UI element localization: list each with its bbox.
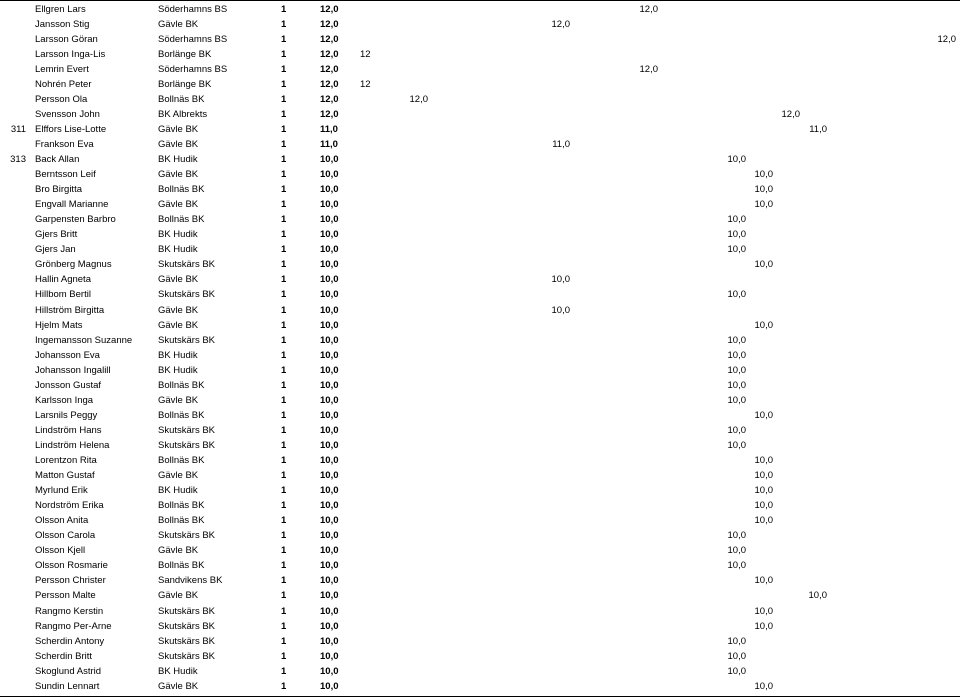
- total-cell: 10,0: [320, 304, 339, 316]
- player-name-cell: Larsson Inga-Lis: [35, 48, 106, 60]
- total-cell: 10,0: [320, 680, 339, 692]
- round-score-cell: 10,0: [754, 605, 773, 617]
- round-score-cell: 10,0: [727, 530, 746, 542]
- round-score-cell: 10,0: [727, 349, 746, 361]
- count-cell: 1: [281, 334, 287, 346]
- player-name-cell: Svensson John: [35, 108, 100, 120]
- club-cell: Skutskärs BK: [158, 424, 216, 436]
- total-cell: 12,0: [320, 33, 339, 45]
- player-name-cell: Sundin Lennart: [35, 680, 100, 692]
- count-cell: 1: [281, 349, 287, 361]
- table-row: [0, 483, 960, 498]
- round-score-cell: 12,0: [639, 63, 658, 75]
- table-row: [0, 167, 960, 182]
- bottom-rule: [0, 696, 960, 697]
- total-cell: 10,0: [320, 470, 339, 482]
- count-cell: 1: [281, 319, 287, 331]
- table-row: [0, 92, 960, 107]
- total-cell: 10,0: [320, 379, 339, 391]
- player-name-cell: Gjers Britt: [35, 229, 78, 241]
- player-name-cell: Scherdin Antony: [35, 635, 105, 647]
- club-cell: Gävle BK: [158, 545, 199, 557]
- table-row: [0, 287, 960, 302]
- player-name-cell: Frankson Eva: [35, 138, 94, 150]
- player-name-cell: Garpensten Barbro: [35, 214, 116, 226]
- round-score-cell: 10,0: [727, 379, 746, 391]
- total-cell: 10,0: [320, 364, 339, 376]
- club-cell: Söderhamns BS: [158, 63, 228, 75]
- count-cell: 1: [281, 455, 287, 466]
- player-name-cell: Olsson Carola: [35, 530, 96, 542]
- player-name-cell: Johansson Eva: [35, 349, 100, 361]
- table-row: [0, 438, 960, 453]
- count-cell: 1: [281, 138, 287, 150]
- player-name-cell: Nohrén Peter: [35, 78, 92, 90]
- club-cell: Skutskärs BK: [158, 620, 216, 632]
- table-row: [0, 212, 960, 227]
- table-row: [0, 152, 960, 167]
- club-cell: Gävle BK: [158, 590, 199, 602]
- count-cell: 1: [281, 48, 287, 60]
- round-score-cell: 10,0: [754, 184, 773, 196]
- total-cell: 10,0: [320, 169, 339, 181]
- total-cell: 10,0: [320, 409, 339, 421]
- player-name-cell: Engvall Marianne: [35, 199, 109, 211]
- total-cell: 10,0: [320, 394, 339, 406]
- round-score-cell: 11,0: [552, 138, 570, 150]
- club-cell: Gävle BK: [158, 304, 199, 316]
- player-name-cell: Grönberg Magnus: [35, 259, 112, 271]
- total-cell: 10,0: [320, 650, 339, 662]
- round-score-cell: 10,0: [754, 620, 773, 632]
- count-cell: 1: [281, 500, 287, 512]
- total-cell: 10,0: [320, 334, 339, 346]
- count-cell: 1: [281, 33, 287, 45]
- player-name-cell: Matton Gustaf: [35, 470, 95, 482]
- table-row: [0, 227, 960, 242]
- total-cell: 10,0: [320, 575, 339, 587]
- club-cell: BK Hudik: [158, 154, 198, 165]
- round-score-cell: 10,0: [808, 590, 827, 602]
- table-row: [0, 122, 960, 137]
- club-cell: Skutskärs BK: [158, 259, 216, 271]
- club-cell: Gävle BK: [158, 319, 199, 331]
- table-row: [0, 242, 960, 257]
- count-cell: 1: [281, 18, 287, 30]
- player-name-cell: Hjelm Mats: [35, 319, 83, 331]
- player-name-cell: Myrlund Erik: [35, 485, 88, 497]
- round-score-cell: 10,0: [551, 304, 570, 316]
- player-name-cell: Skoglund Astrid: [35, 665, 102, 677]
- table-row: [0, 543, 960, 558]
- total-cell: 10,0: [320, 244, 339, 256]
- club-cell: Skutskärs BK: [158, 289, 216, 301]
- count-cell: 1: [281, 680, 287, 692]
- round-score-cell: 10,0: [754, 500, 773, 512]
- total-cell: 10,0: [320, 259, 339, 271]
- club-cell: BK Hudik: [158, 364, 198, 376]
- total-cell: 10,0: [320, 515, 339, 527]
- club-cell: Bollnäs BK: [158, 455, 205, 466]
- player-name-cell: Olsson Anita: [35, 515, 89, 527]
- player-name-cell: Lorentzon Rita: [35, 455, 97, 466]
- club-cell: Skutskärs BK: [158, 334, 216, 346]
- count-cell: 1: [281, 78, 287, 90]
- round-score-cell: 10,0: [727, 364, 746, 376]
- total-cell: 10,0: [320, 424, 339, 436]
- total-cell: 11,0: [320, 123, 338, 135]
- club-cell: Skutskärs BK: [158, 530, 216, 542]
- club-cell: Gävle BK: [158, 680, 199, 692]
- player-name-cell: Olsson Rosmarie: [35, 560, 108, 572]
- round-score-cell: 10,0: [727, 650, 746, 662]
- total-cell: 10,0: [320, 530, 339, 542]
- total-cell: 12,0: [320, 78, 339, 90]
- round-score-cell: 12,0: [937, 33, 956, 45]
- table-row: [0, 588, 960, 603]
- table-row: [0, 318, 960, 333]
- player-name-cell: Bro Birgitta: [35, 184, 82, 196]
- round-score-cell: 10,0: [727, 545, 746, 557]
- total-cell: 10,0: [320, 620, 339, 632]
- count-cell: 1: [281, 560, 287, 572]
- club-cell: Gävle BK: [158, 470, 199, 482]
- table-row: [0, 363, 960, 378]
- round-score-cell: 10,0: [754, 199, 773, 211]
- round-score-cell: 10,0: [727, 289, 746, 301]
- round-score-cell: 12,0: [551, 18, 570, 30]
- round-score-cell: 10,0: [727, 154, 746, 165]
- player-name-cell: Larsnils Peggy: [35, 409, 98, 421]
- total-cell: 10,0: [320, 274, 339, 286]
- club-cell: Söderhamns BS: [158, 33, 228, 45]
- table-row: [0, 453, 960, 468]
- total-cell: 10,0: [320, 214, 339, 226]
- count-cell: 1: [281, 424, 287, 436]
- round-score-cell: 10,0: [754, 515, 773, 527]
- count-cell: 1: [281, 650, 287, 662]
- table-row: [0, 378, 960, 393]
- total-cell: 10,0: [320, 199, 339, 211]
- round-score-cell: 12: [360, 78, 371, 90]
- count-cell: 1: [281, 635, 287, 647]
- table-row: [0, 604, 960, 619]
- round-score-cell: 12,0: [639, 3, 658, 15]
- rank-cell: 311: [10, 123, 26, 135]
- table-row: [0, 182, 960, 197]
- round-score-cell: 10,0: [727, 214, 746, 226]
- club-cell: Bollnäs BK: [158, 515, 205, 527]
- table-row: [0, 197, 960, 212]
- player-name-cell: Larsson Göran: [35, 33, 98, 45]
- club-cell: Bollnäs BK: [158, 500, 205, 512]
- total-cell: 10,0: [320, 665, 339, 677]
- round-score-cell: 10,0: [754, 455, 773, 466]
- table-row: [0, 77, 960, 92]
- total-cell: 12,0: [320, 108, 339, 120]
- club-cell: Bollnäs BK: [158, 93, 205, 105]
- round-score-cell: 10,0: [754, 169, 773, 181]
- player-name-cell: Scherdin Britt: [35, 650, 93, 662]
- count-cell: 1: [281, 485, 287, 497]
- table-row: [0, 393, 960, 408]
- club-cell: BK Hudik: [158, 665, 198, 677]
- count-cell: 1: [281, 108, 287, 120]
- table-row: [0, 303, 960, 318]
- total-cell: 10,0: [320, 439, 339, 451]
- total-cell: 10,0: [320, 545, 339, 557]
- count-cell: 1: [281, 3, 287, 15]
- table-row: [0, 528, 960, 543]
- total-cell: 10,0: [320, 154, 339, 165]
- total-cell: 10,0: [320, 605, 339, 617]
- count-cell: 1: [281, 590, 287, 602]
- club-cell: Skutskärs BK: [158, 650, 216, 662]
- player-name-cell: Hillström Birgitta: [35, 304, 105, 316]
- table-row: [0, 107, 960, 122]
- count-cell: 1: [281, 665, 287, 677]
- count-cell: 1: [281, 184, 287, 196]
- count-cell: 1: [281, 304, 287, 316]
- round-score-cell: 10,0: [727, 394, 746, 406]
- total-cell: 10,0: [320, 319, 339, 331]
- table-row: [0, 408, 960, 423]
- table-row: [0, 513, 960, 528]
- player-name-cell: Ellgren Lars: [35, 3, 86, 15]
- club-cell: Borlänge BK: [158, 78, 212, 90]
- total-cell: 10,0: [320, 349, 339, 361]
- player-name-cell: Hallin Agneta: [35, 274, 91, 286]
- count-cell: 1: [281, 409, 287, 421]
- table-row: [0, 619, 960, 634]
- club-cell: Bollnäs BK: [158, 379, 205, 391]
- player-name-cell: Persson Christer: [35, 575, 106, 587]
- player-name-cell: Lindström Helena: [35, 439, 110, 451]
- club-cell: Bollnäs BK: [158, 409, 205, 421]
- total-cell: 10,0: [320, 455, 339, 466]
- round-score-cell: 10,0: [727, 244, 746, 256]
- table-row: [0, 2, 960, 17]
- club-cell: Gävle BK: [158, 123, 199, 135]
- club-cell: Gävle BK: [158, 18, 199, 30]
- table-row: [0, 17, 960, 32]
- club-cell: BK Hudik: [158, 485, 198, 497]
- club-cell: BK Hudik: [158, 349, 198, 361]
- player-name-cell: Olsson Kjell: [35, 545, 86, 557]
- table-row: [0, 348, 960, 363]
- count-cell: 1: [281, 439, 287, 451]
- round-score-cell: 10,0: [727, 439, 746, 451]
- count-cell: 1: [281, 530, 287, 542]
- player-name-cell: Lindström Hans: [35, 424, 102, 436]
- round-score-cell: 10,0: [727, 560, 746, 572]
- count-cell: 1: [281, 605, 287, 617]
- round-score-cell: 10,0: [754, 680, 773, 692]
- player-name-cell: Nordström Erika: [35, 500, 104, 512]
- round-score-cell: 12: [360, 48, 371, 60]
- total-cell: 12,0: [320, 63, 339, 75]
- count-cell: 1: [281, 123, 287, 135]
- count-cell: 1: [281, 274, 287, 286]
- table-row: [0, 679, 960, 694]
- club-cell: Gävle BK: [158, 199, 199, 211]
- round-score-cell: 10,0: [754, 485, 773, 497]
- table-row: [0, 272, 960, 287]
- club-cell: BK Hudik: [158, 244, 198, 256]
- count-cell: 1: [281, 229, 287, 241]
- player-name-cell: Gjers Jan: [35, 244, 76, 256]
- table-row: [0, 634, 960, 649]
- round-score-cell: 10,0: [727, 424, 746, 436]
- total-cell: 10,0: [320, 590, 339, 602]
- table-row: [0, 333, 960, 348]
- club-cell: Gävle BK: [158, 394, 199, 406]
- count-cell: 1: [281, 545, 287, 557]
- round-score-cell: 10,0: [754, 319, 773, 331]
- table-row: [0, 664, 960, 679]
- club-cell: Borlänge BK: [158, 48, 212, 60]
- count-cell: 1: [281, 470, 287, 482]
- total-cell: 10,0: [320, 560, 339, 572]
- player-name-cell: Rangmo Per-Arne: [35, 620, 112, 632]
- round-score-cell: 10,0: [727, 635, 746, 647]
- total-cell: 10,0: [320, 635, 339, 647]
- count-cell: 1: [281, 93, 287, 105]
- club-cell: BK Hudik: [158, 229, 198, 241]
- club-cell: Bollnäs BK: [158, 560, 205, 572]
- club-cell: Skutskärs BK: [158, 605, 216, 617]
- player-name-cell: Karlsson Inga: [35, 394, 94, 406]
- round-score-cell: 10,0: [727, 334, 746, 346]
- table-row: [0, 498, 960, 513]
- player-name-cell: Back Allan: [35, 154, 80, 165]
- count-cell: 1: [281, 214, 287, 226]
- total-cell: 10,0: [320, 500, 339, 512]
- count-cell: 1: [281, 379, 287, 391]
- player-name-cell: Rangmo Kerstin: [35, 605, 104, 617]
- count-cell: 1: [281, 244, 287, 256]
- table-row: [0, 62, 960, 77]
- player-name-cell: Jansson Stig: [35, 18, 90, 30]
- count-cell: 1: [281, 364, 287, 376]
- club-cell: Skutskärs BK: [158, 635, 216, 647]
- player-name-cell: Persson Ola: [35, 93, 88, 105]
- round-score-cell: 10,0: [754, 470, 773, 482]
- table-row: [0, 137, 960, 152]
- club-cell: Sandvikens BK: [158, 575, 223, 587]
- club-cell: Bollnäs BK: [158, 184, 205, 196]
- round-score-cell: 10,0: [727, 665, 746, 677]
- table-row: [0, 573, 960, 588]
- round-score-cell: 12,0: [781, 108, 800, 120]
- count-cell: 1: [281, 394, 287, 406]
- round-score-cell: 10,0: [754, 259, 773, 271]
- round-score-cell: 11,0: [809, 123, 827, 135]
- total-cell: 10,0: [320, 289, 339, 301]
- rank-cell: 313: [10, 154, 26, 165]
- total-cell: 12,0: [320, 3, 339, 15]
- total-cell: 12,0: [320, 93, 339, 105]
- club-cell: Gävle BK: [158, 138, 199, 150]
- count-cell: 1: [281, 515, 287, 527]
- club-cell: Skutskärs BK: [158, 439, 216, 451]
- count-cell: 1: [281, 289, 287, 301]
- round-score-cell: 10,0: [754, 575, 773, 587]
- count-cell: 1: [281, 620, 287, 632]
- total-cell: 12,0: [320, 48, 339, 60]
- player-name-cell: Berntsson Leif: [35, 169, 96, 181]
- table-row: [0, 257, 960, 272]
- player-name-cell: Ingemansson Suzanne: [35, 334, 133, 346]
- table-row: [0, 649, 960, 664]
- player-name-cell: Jonsson Gustaf: [35, 379, 102, 391]
- table-row: [0, 47, 960, 62]
- player-name-cell: Lemrin Evert: [35, 63, 89, 75]
- club-cell: Söderhamns BS: [158, 3, 228, 15]
- table-row: [0, 423, 960, 438]
- player-name-cell: Johansson Ingalill: [35, 364, 111, 376]
- total-cell: 10,0: [320, 184, 339, 196]
- count-cell: 1: [281, 154, 287, 165]
- count-cell: 1: [281, 199, 287, 211]
- count-cell: 1: [281, 259, 287, 271]
- table-row: [0, 558, 960, 573]
- count-cell: 1: [281, 575, 287, 587]
- total-cell: 12,0: [320, 18, 339, 30]
- club-cell: BK Albrekts: [158, 108, 208, 120]
- round-score-cell: 12,0: [409, 93, 428, 105]
- count-cell: 1: [281, 169, 287, 181]
- total-cell: 10,0: [320, 229, 339, 241]
- count-cell: 1: [281, 63, 287, 75]
- club-cell: Gävle BK: [158, 274, 199, 286]
- player-name-cell: Hillbom Bertil: [35, 289, 91, 301]
- club-cell: Gävle BK: [158, 169, 199, 181]
- round-score-cell: 10,0: [754, 409, 773, 421]
- player-name-cell: Elffors Lise-Lotte: [35, 123, 107, 135]
- total-cell: 11,0: [320, 138, 338, 150]
- table-row: [0, 468, 960, 483]
- total-cell: 10,0: [320, 485, 339, 497]
- club-cell: Bollnäs BK: [158, 214, 205, 226]
- player-name-cell: Persson Malte: [35, 590, 96, 602]
- round-score-cell: 10,0: [551, 274, 570, 286]
- round-score-cell: 10,0: [727, 229, 746, 241]
- table-row: [0, 32, 960, 47]
